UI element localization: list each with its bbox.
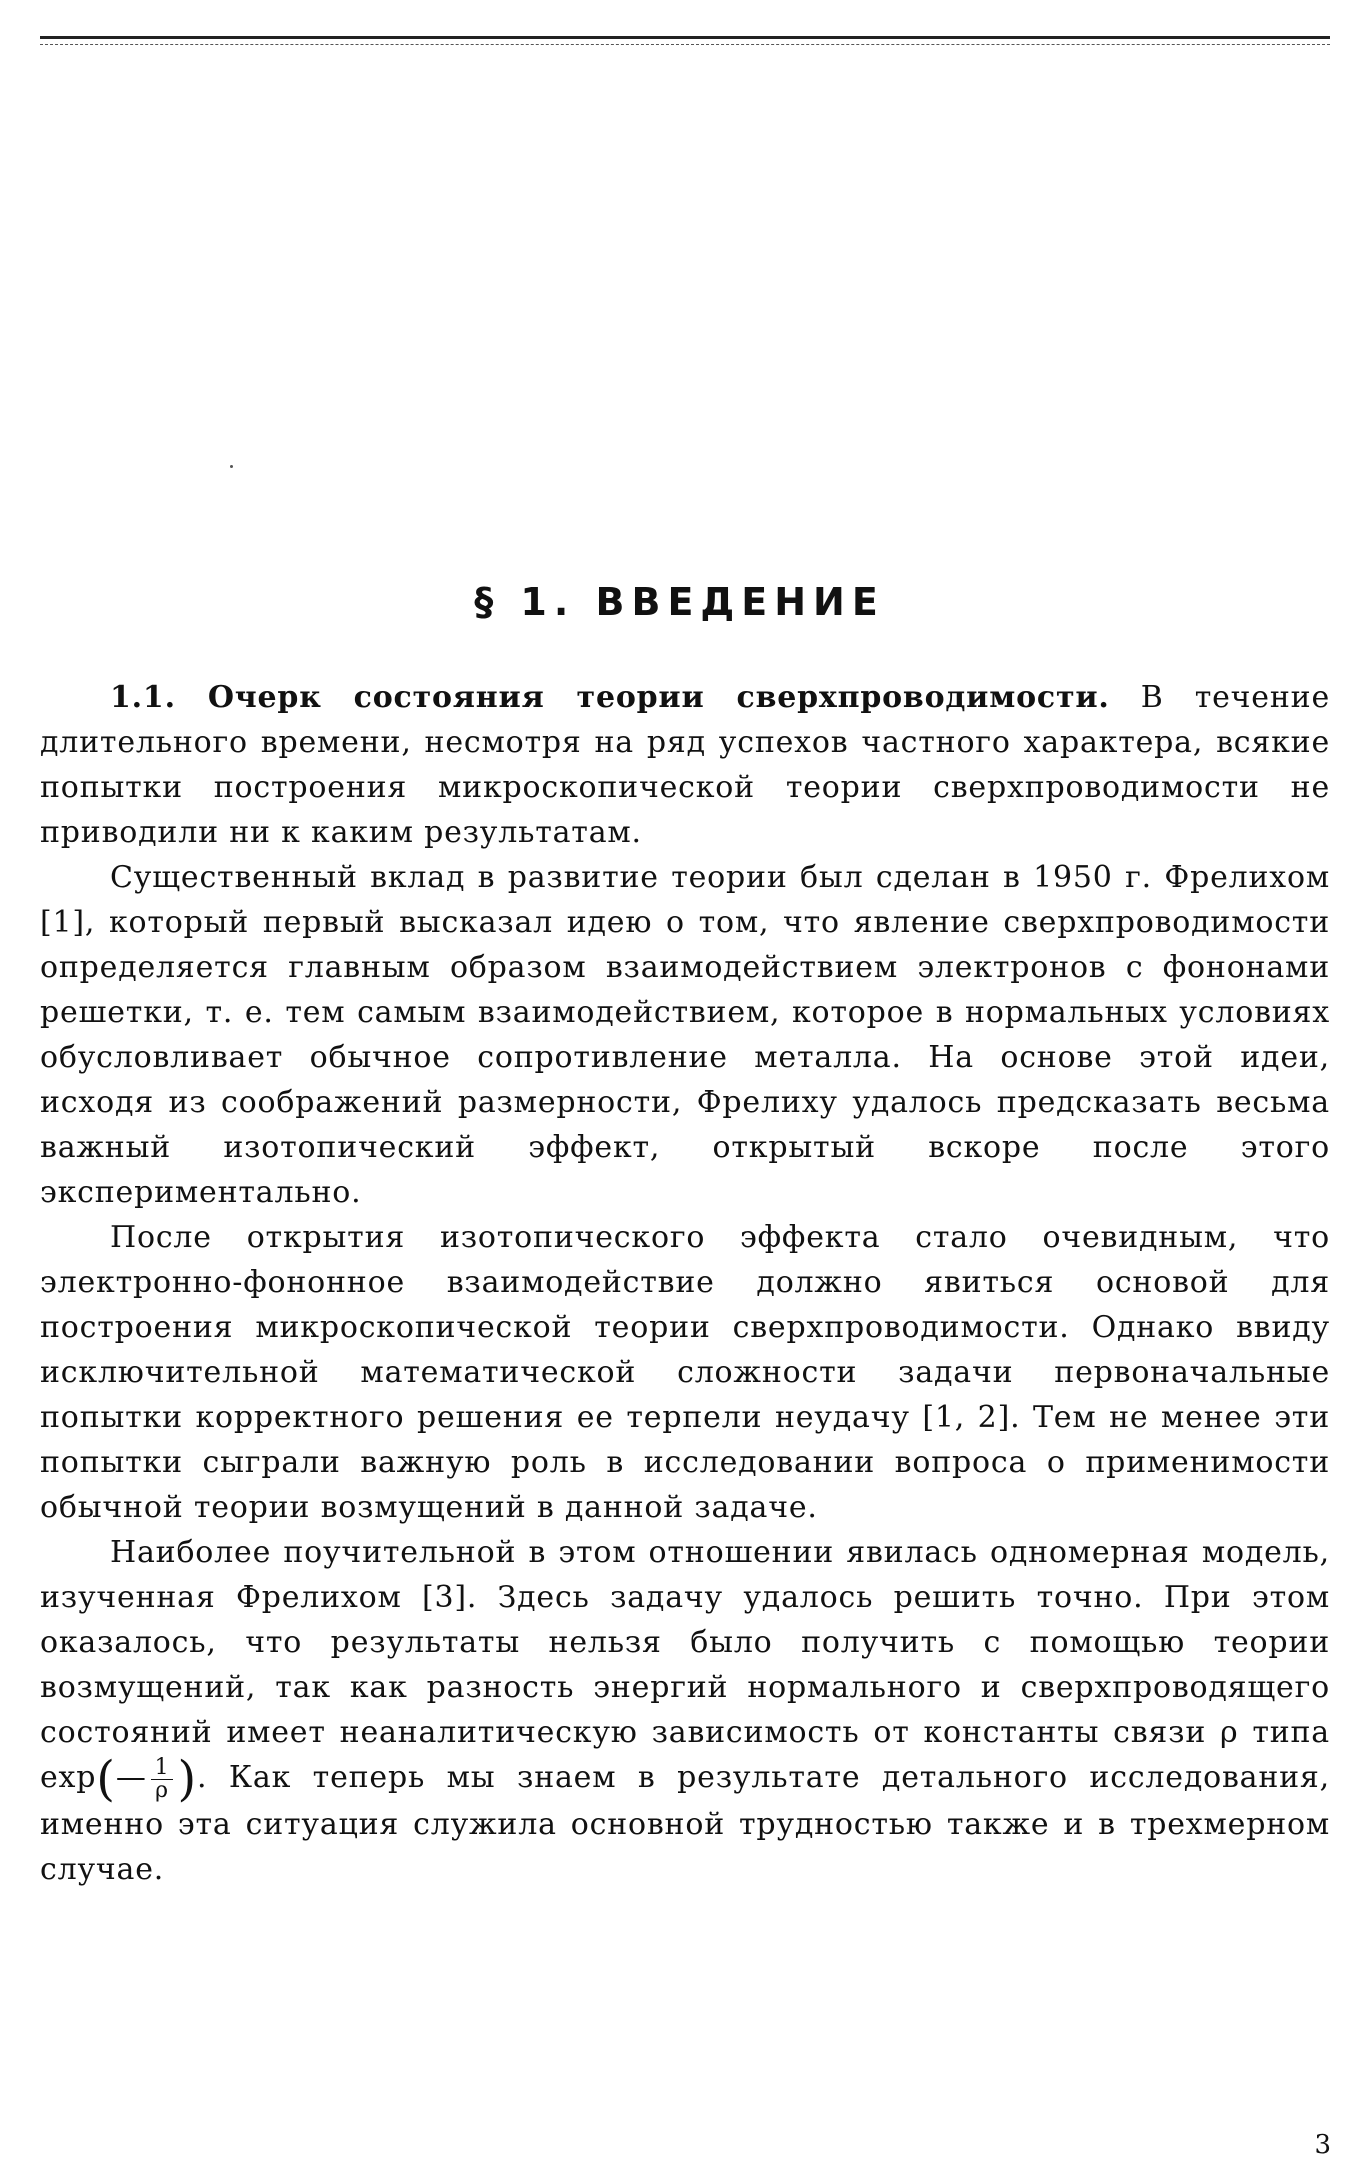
formula-fraction <box>151 1754 174 1803</box>
formula-exp: exp <box>40 1760 97 1795</box>
formula <box>40 1751 197 1807</box>
formula-minus: — <box>115 1760 147 1795</box>
formula-numerator: 1 <box>151 1757 174 1780</box>
formula-open-paren: ( <box>96 1751 116 1807</box>
paragraph-text-after-formula: . Как теперь мы знаем в результате детального исследования, именно эта ситуация служила основной трудностью также и в трехмерном случае. <box>40 1760 1330 1887</box>
body-text <box>40 675 1330 1892</box>
paragraph-isotope-effect: После открытия изотопического эффекта стало очевидным, что электронно-фононное взаимодействие должно явиться основой для построения микроскопической теории сверхпроводимости. Однако ввиду исключительной математической сложности задачи первоначальные попытки корректного решения ее терпели неудачу [1, 2]. Тем не менее эти попытки сыграли важную роль в исследовании вопроса о применимости обычной теории возмущений в данной задаче. <box>40 1220 1330 1525</box>
section-title: § 1. ВВЕДЕНИЕ <box>474 580 885 625</box>
page-number: 3 <box>1314 2130 1331 2160</box>
print-speck <box>230 465 233 468</box>
paragraph-one-dimensional-model <box>40 1530 1330 1892</box>
intro-text: В течение длительного времени, несмотря на ряд успехов частного характера, всякие попытки построения микроскопической теории сверхпроводимости не приводили ни к каким результатам. <box>40 680 1330 850</box>
formula-close-paren: ) <box>177 1751 197 1807</box>
formula-denominator: ρ <box>155 1777 169 1803</box>
subsection-title: 1.1. Очерк состояния теории сверхпроводимости. <box>110 680 1110 715</box>
paragraph-intro <box>40 675 1330 855</box>
header-rule-secondary <box>40 44 1330 45</box>
paragraph-froehlich: Существенный вклад в развитие теории был сделан в 1950 г. Фрелихом [1], который первый высказал идею о том, что явление сверхпроводимости определяется главным образом взаимодействием электронов с фононами решетки, т. е. тем самым взаимодействием, которое в нормальных условиях обусловливает обычное сопротивление металла. На основе этой идеи, исходя из соображений размерности, Фрелиху удалось предсказать весьма важный изотопический эффект, открытый вскоре после этого экспериментально. <box>40 860 1330 1210</box>
paragraph-text-before-formula: Наиболее поучительной в этом отношении явилась одномерная модель, изученная Фрелихом [3]. Здесь задачу удалось решить точно. При этом оказалось, что результаты нельзя было получить с помощью теории возмущений, так как разность энергий нормального и сверхпроводящего состояний имеет неаналитическую зависимость от константы связи ρ типа <box>40 1535 1330 1750</box>
header-rule <box>40 36 1330 39</box>
